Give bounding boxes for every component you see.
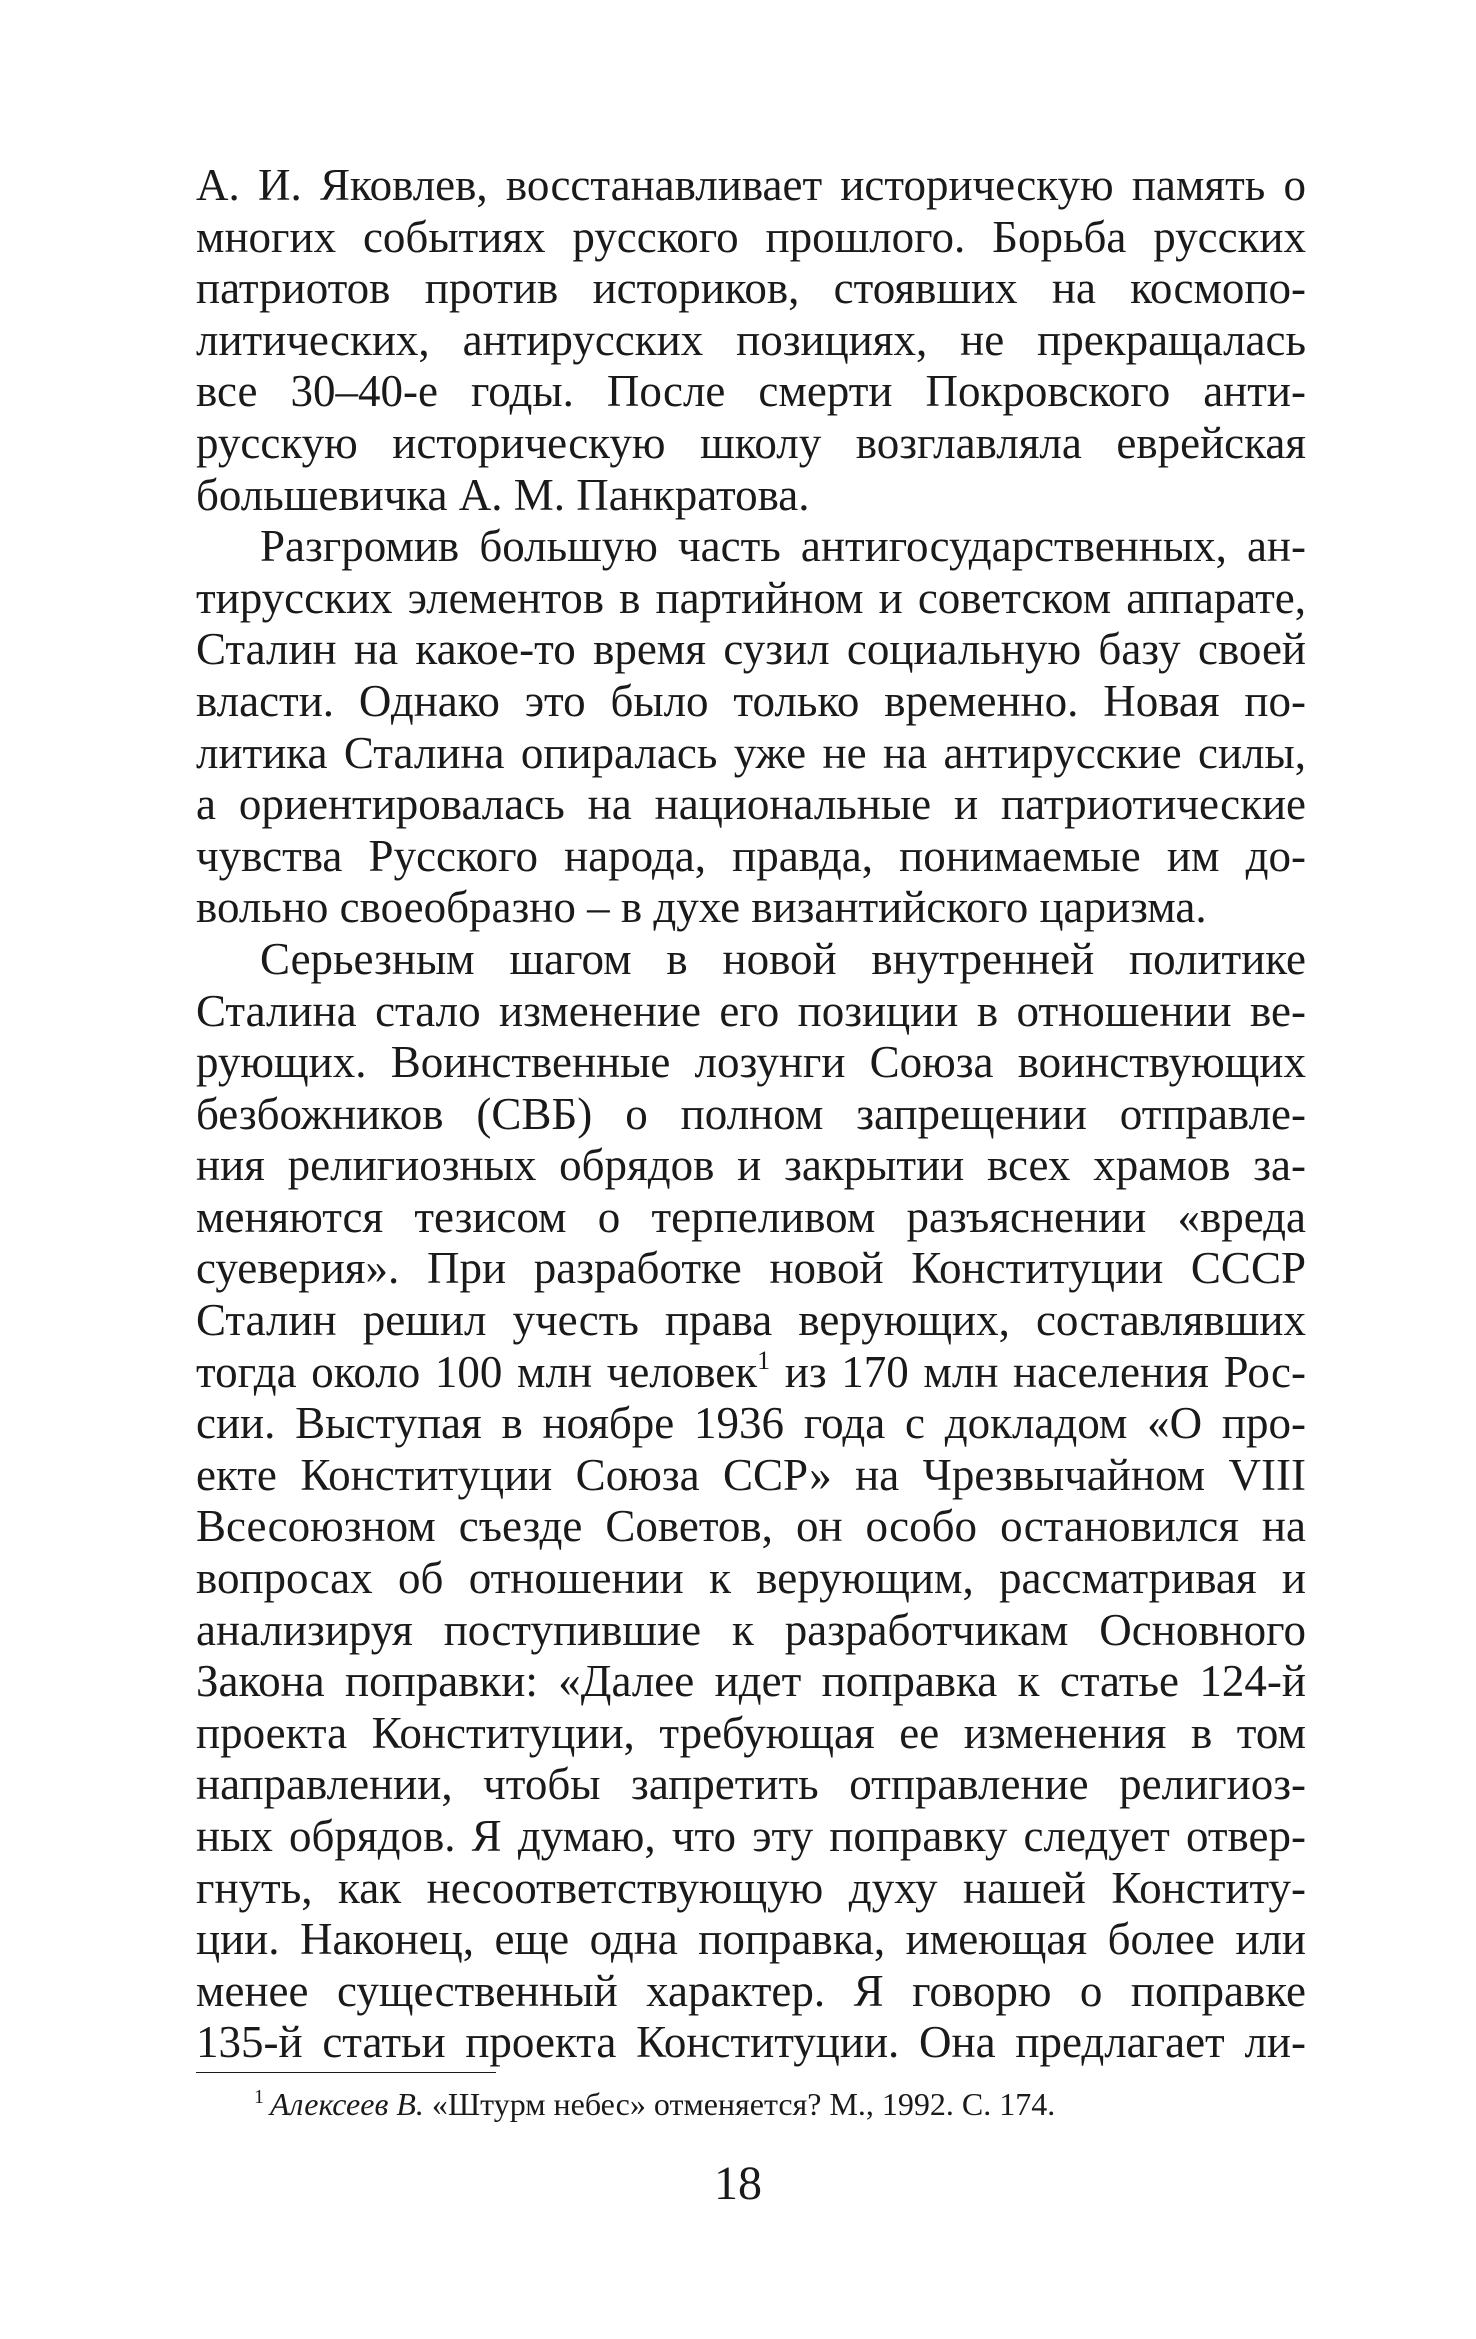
text-line: 135-й статьи проекта Конституции. Она предлагает ли- (196, 2017, 1306, 2068)
footnote-text: «Штурм небес» отменяется? М., 1992. С. 174. (423, 2086, 1056, 2122)
text-line: безбожников (СВБ) о полном запрещении отправле- (196, 1088, 1306, 1139)
text-line: менее существенный характер. Я говорю о поправке (196, 1965, 1306, 2016)
text-line: а ориентировалась на национальные и патриотические (196, 779, 1306, 830)
text-line-with-footnote-ref (196, 1347, 1306, 1399)
text-line: чувства Русского народа, правда, понимаемые им до- (196, 830, 1306, 881)
text-line: Серьезным шагом в новой внутренней политике (260, 933, 1306, 984)
text-line: все 30–40-е годы. После смерти Покровского анти- (196, 366, 1306, 417)
text-line: Всесоюзном съезде Советов, он особо остановился на (196, 1501, 1306, 1552)
footnote-author: Алексеев В. (270, 2086, 424, 2122)
footnote-marker: 1 (254, 2086, 264, 2108)
text-line: екте Конституции Союза ССР» на Чрезвычайном VIII (196, 1449, 1306, 1500)
footnote (254, 2084, 1055, 2124)
text-line: Сталин решил учесть права верующих, составлявших (196, 1295, 1306, 1346)
footnote-reference[interactable]: 1 (757, 1345, 771, 1375)
footnote-divider (196, 2072, 496, 2073)
text-line: Закона поправки: «Далее идет поправка к статье 124-й (196, 1656, 1306, 1707)
text-segment: из 170 млн населения Рос- (784, 1346, 1307, 1397)
text-line: Разгромив большую часть антигосударственных, ан- (260, 521, 1306, 572)
text-line: сии. Выступая в ноябре 1936 года с докладом «О про- (196, 1398, 1306, 1449)
text-line: Сталин на какое-то время сузил социальную базу своей (196, 624, 1306, 675)
text-line: меняются тезисом о терпеливом разъяснении «вреда (196, 1191, 1306, 1242)
text-line: гнуть, как несоответствующую духу нашей Конститу- (196, 1862, 1306, 1913)
text-line: литика Сталина опиралась уже не на антирусские силы, (196, 727, 1306, 778)
text-line: анализируя поступившие к разработчикам Основного (196, 1604, 1306, 1655)
text-line: А. И. Яковлев, восстанавливает историческую память о (196, 160, 1306, 210)
text-line: Сталина стало изменение его позиции в отношении ве- (196, 985, 1306, 1036)
text-segment: тогда около 100 млн человек (196, 1346, 758, 1397)
text-line: многих событиях русского прошлого. Борьба русских (196, 211, 1306, 262)
body-text (196, 160, 1306, 2069)
text-line: рующих. Воинственные лозунги Союза воинствующих (196, 1037, 1306, 1088)
text-line: литических, антирусских позициях, не прекращалась (196, 314, 1306, 365)
text-line: русскую историческую школу возглавляла еврейская (196, 417, 1306, 468)
text-line: направлении, чтобы запретить отправление религиоз- (196, 1759, 1306, 1810)
text-line: ных обрядов. Я думаю, что эту поправку следует отвер- (196, 1811, 1306, 1861)
text-line: патриотов против историков, стоявших на космопо- (196, 263, 1306, 314)
text-line: вольно своеобразно – в духе византийского царизма. (196, 882, 1207, 933)
text-line: тирусских элементов в партийном и советском аппарате, (196, 572, 1306, 623)
text-line: власти. Однако это было только временно. Новая по- (196, 675, 1306, 726)
text-line: суеверия». При разработке новой Конституции СССР (196, 1243, 1306, 1294)
page-number: 18 (714, 2157, 762, 2210)
text-line: ния религиозных обрядов и закрытии всех храмов за- (196, 1140, 1306, 1191)
text-line: проекта Конституции, требующая ее изменения в том (196, 1707, 1306, 1758)
text-line: большевичка А. М. Панкратова. (196, 469, 810, 520)
text-line: ции. Наконец, еще одна поправка, имеющая более или (196, 1914, 1306, 1965)
text-line: вопросах об отношении к верующим, рассматривая и (196, 1553, 1306, 1604)
